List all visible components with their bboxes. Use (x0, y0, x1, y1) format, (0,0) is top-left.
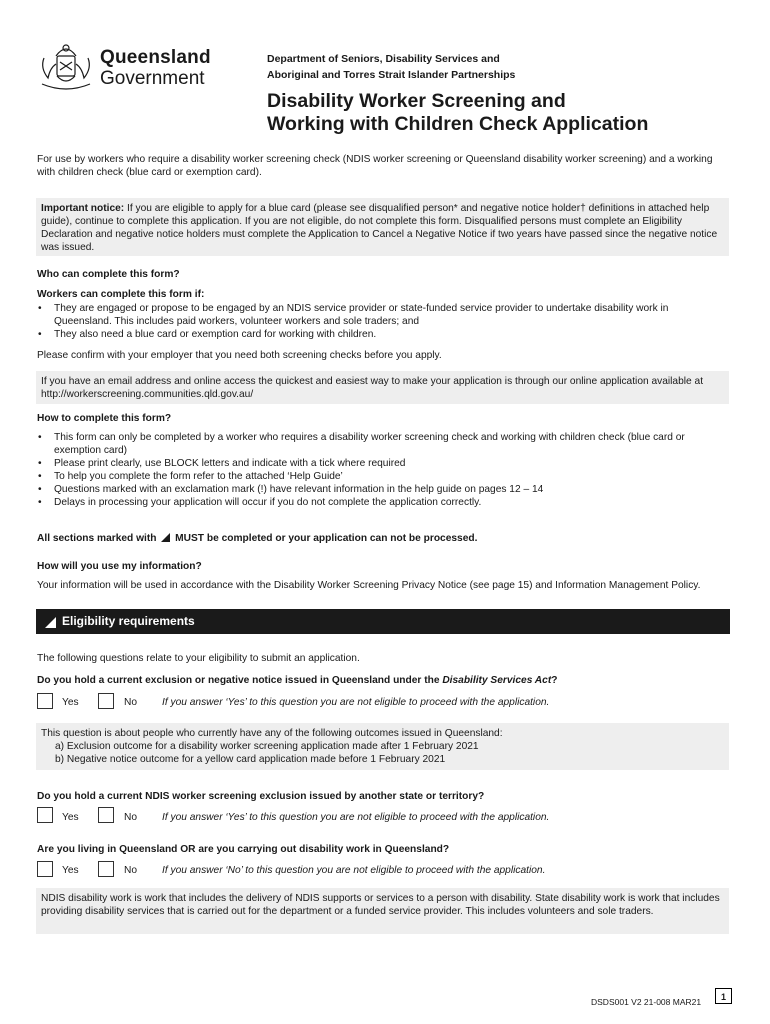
all-sections-note: All sections marked with MUST be completed or your application can not be processed. (37, 533, 478, 544)
confirm-text: Please confirm with your employer that you need both screening checks before you apply. (37, 350, 442, 361)
section-title: Eligibility requirements (62, 614, 195, 628)
how-list (37, 431, 727, 509)
info-heading: How will you use my information? (37, 561, 202, 572)
q3-no-label: No (124, 865, 138, 876)
who-subheading: Workers can complete this form if: (37, 289, 205, 300)
list-item: • This form can only be completed by a worker who requires a disability worker screening check and working with children check (blue card or exemption card) (37, 431, 727, 457)
q2-note: If you answer ‘Yes’ to this question you are not eligible to proceed with the application. (162, 812, 550, 823)
online-application-box (36, 371, 729, 404)
list-item: b) Negative notice outcome for a yellow card application made before 1 February 2021 (55, 754, 446, 765)
important-notice-box (36, 198, 729, 256)
logo-line1: Queensland (100, 47, 211, 68)
ndis-info-text: NDIS disability work is work that includes the delivery of NDIS supports or services to a person with disability. State disability work is work that includes providing disability services that is carried out for the department or a funded service provider. This includes volunteers and sole traders. (41, 893, 720, 917)
logo-line2: Government (100, 68, 205, 89)
q1-info-intro: This question is about people who currently have any of the following outcomes issued in Queensland: (41, 728, 503, 739)
list-item: • Questions marked with an exclamation mark (!) have relevant information in the help guide on pages 12 – 14 (37, 483, 727, 496)
form-code: DSDS001 V2 21-008 MAR21 (591, 997, 702, 1007)
list-item: • To help you complete the form refer to the attached ‘Help Guide’ (37, 470, 727, 483)
question-2: Do you hold a current NDIS worker screening exclusion issued by another state or territory? (37, 791, 485, 802)
section-header-eligibility (36, 609, 730, 634)
important-notice-text: If you are eligible to apply for a blue card (please see disqualified person* and negative notice holder† definitions in attached help guide), continue to complete this application. If you are not eligible, do not complete this form. Disqualified persons must complete an Eligibility Declaration and negative notice holders must complete the Application to Cancel a Negative Notice if two years have passed since the negative notice was issued. (41, 203, 718, 253)
page-title: Disability Worker Screening and Working with Children Check Application (267, 90, 649, 135)
list-item: • They also need a blue card or exemption card for working with children. (37, 328, 727, 341)
important-notice-label: Important notice: (41, 203, 125, 214)
list-item: a) Exclusion outcome for a disability worker screening application made after 1 February 2021 (55, 741, 479, 752)
q1-no-label: No (124, 697, 138, 708)
who-list (37, 302, 727, 341)
list-item: • Please print clearly, use BLOCK letters and indicate with a tick where required (37, 457, 727, 470)
q3-yes-checkbox[interactable] (37, 861, 53, 877)
mandatory-triangle-icon (161, 533, 170, 542)
coat-of-arms-icon (36, 38, 96, 96)
list-item: • Delays in processing your application will occur if you do not complete the application correctly. (37, 496, 727, 509)
q1-yes-checkbox[interactable] (37, 693, 53, 709)
eligibility-intro: The following questions relate to your eligibility to submit an application. (37, 653, 360, 664)
q1-note: If you answer ‘Yes’ to this question you are not eligible to proceed with the application. (162, 697, 550, 708)
question-3: Are you living in Queensland OR are you carrying out disability work in Queensland? (37, 844, 450, 855)
ndis-info-box (36, 888, 729, 934)
page-number: 1 (715, 988, 732, 1004)
mandatory-triangle-icon (45, 617, 56, 628)
q1-info-box (36, 723, 729, 770)
q2-yes-label: Yes (62, 812, 79, 823)
q1-yes-label: Yes (62, 697, 79, 708)
q3-no-checkbox[interactable] (98, 861, 114, 877)
q3-note: If you answer ‘No’ to this question you are not eligible to proceed with the application. (162, 865, 546, 876)
q2-no-checkbox[interactable] (98, 807, 114, 823)
q2-no-label: No (124, 812, 138, 823)
info-text: Your information will be used in accordance with the Disability Worker Screening Privacy Notice (see page 15) and Information Management Policy. (37, 580, 701, 591)
who-heading: Who can complete this form? (37, 269, 180, 280)
intro-text: For use by workers who require a disability worker screening check (NDIS worker screening or Queensland disability worker screening) and a working with children check (blue card or exemption card). (37, 154, 713, 178)
q2-yes-checkbox[interactable] (37, 807, 53, 823)
q3-yes-label: Yes (62, 865, 79, 876)
q1-no-checkbox[interactable] (98, 693, 114, 709)
queensland-government-logo (36, 38, 216, 96)
online-application-text: If you have an email address and online access the quickest and easiest way to make your application is through our online application available at http://workerscreening.communities.qld.gov.au/ (41, 376, 704, 400)
question-1: Do you hold a current exclusion or negative notice issued in Queensland under the Disability Services Act? (37, 675, 558, 686)
department-name: Department of Seniors, Disability Services and Aboriginal and Torres Strait Islander Partnerships (267, 53, 516, 81)
list-item: • They are engaged or propose to be engaged by an NDIS service provider or state-funded service provider to undertake disability work in Queensland. This includes paid workers, volunteer workers and sole traders; and (37, 302, 727, 328)
how-heading: How to complete this form? (37, 413, 172, 424)
